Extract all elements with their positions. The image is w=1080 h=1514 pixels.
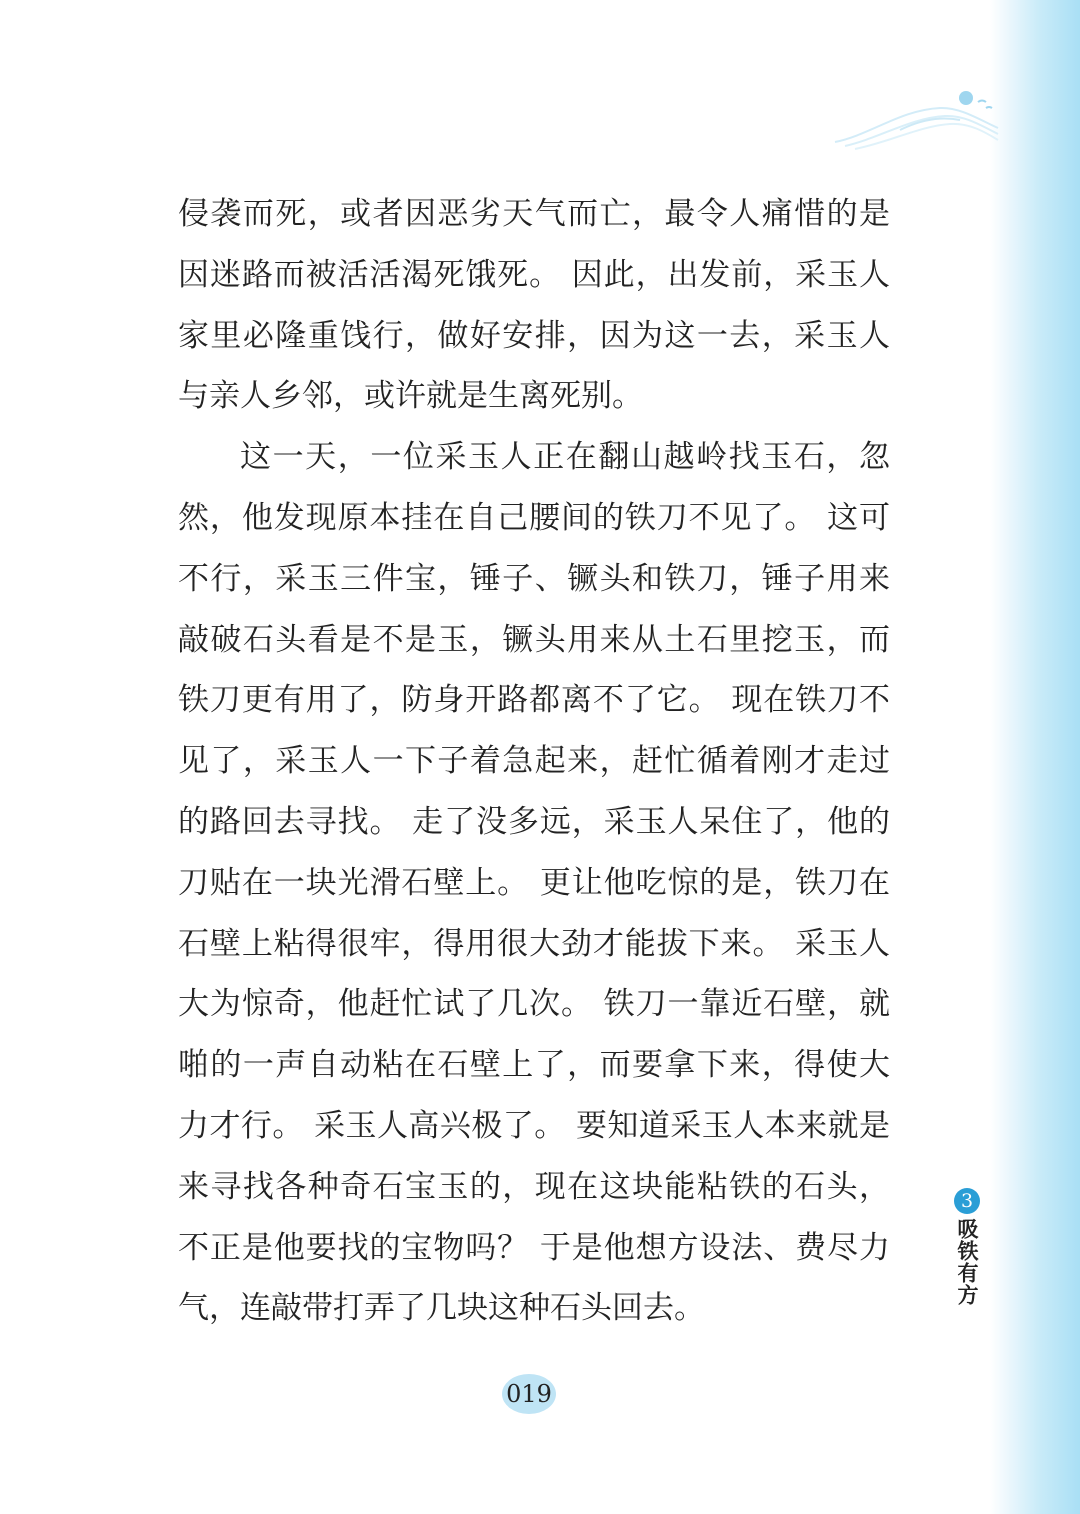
paragraph-1: 侵袭而死，或者因恶劣天气而亡，最令人痛惜的是因迷路而被活活渴死饿死。 因此，出发前，采玉人家里必隆重饯行，做好安排，因为这一去，采玉人与亲人乡邻，或许就是生离死别。 bbox=[178, 196, 890, 415]
side-color-band bbox=[990, 0, 1080, 1514]
chapter-title: 吸铁有方 bbox=[955, 1218, 980, 1306]
page-number: 019 bbox=[502, 1374, 556, 1414]
wave-moon-decoration-icon bbox=[830, 80, 1000, 150]
chapter-tab bbox=[954, 1188, 984, 1306]
body-text bbox=[178, 184, 890, 1339]
chapter-number-badge: 3 bbox=[954, 1188, 980, 1214]
paragraph-2: 这一天，一位采玉人正在翻山越岭找玉石，忽然，他发现原本挂在自己腰间的铁刀不见了。 这可不行，采玉三件宝，锤子、镢头和铁刀，锤子用来敲破石头看是不是玉，镢头用来从土石里挖玉，而铁刀更有用了，防身开路都离不了它。 现在铁刀不见了，采玉人一下子着急起来，赶忙循着刚才走过的路回去寻找。 走了没多远，采玉人呆住了，他的刀贴在一块光滑石壁上。 更让他吃惊的是，铁刀在石壁上粘得很牢，得用很大劲才能拔下来。 采玉人大为惊奇，他赶忙试了几次。 铁刀一靠近石壁，就啪的一声自动粘在石壁上了，而要拿下来，得使大力才行。 采玉人高兴极了。 要知道采玉人本来就是来寻找各种奇石宝玉的，现在这块能粘铁的石头，不正是他要找的宝物吗？ 于是他想方设法、费尽力气，连敲带打弄了几块这种石头回去。 bbox=[178, 439, 890, 1327]
